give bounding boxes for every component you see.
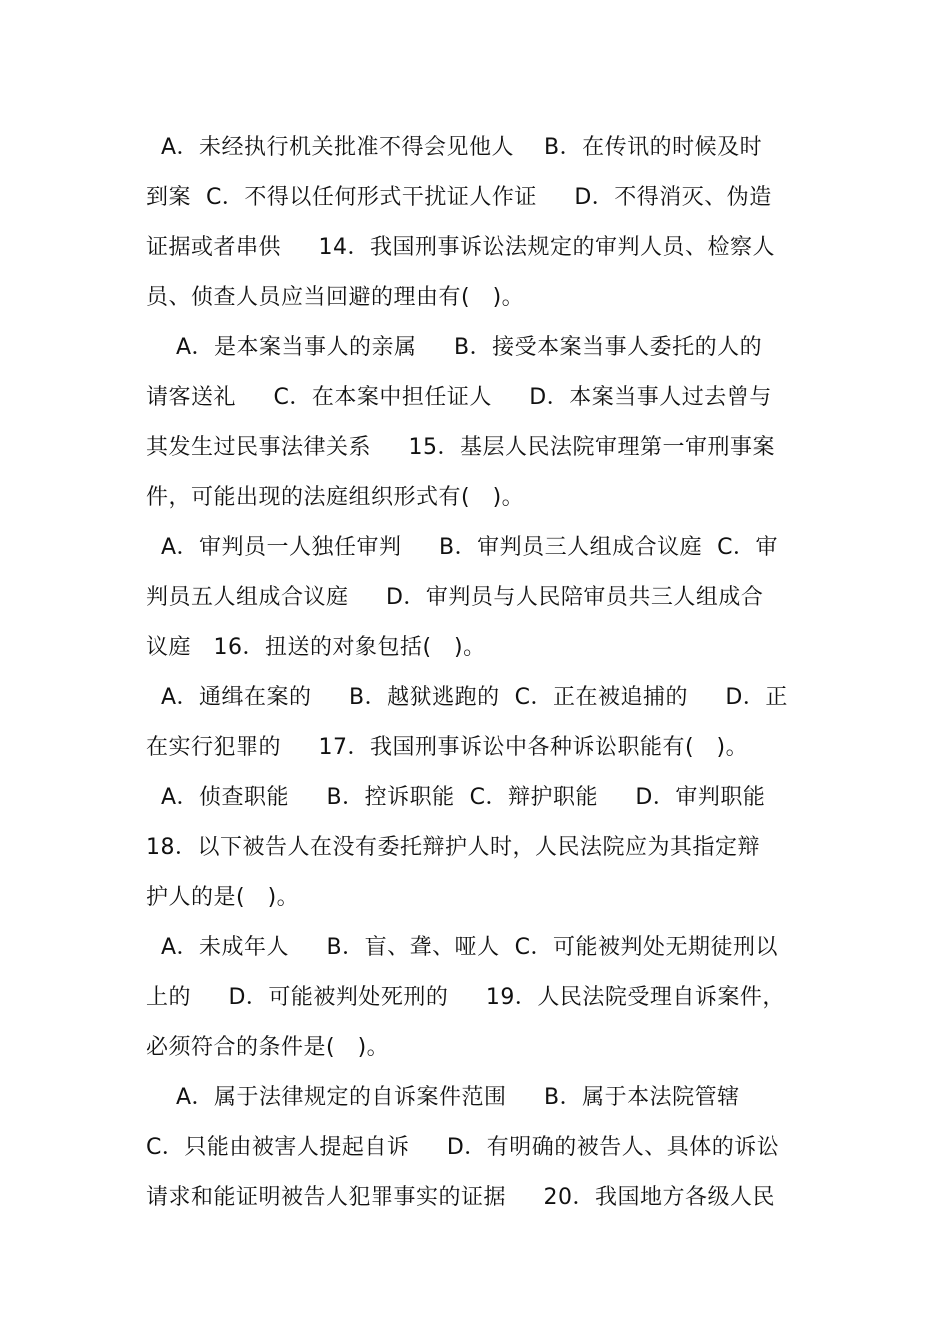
text-line: A．审判员一人独任审判 B．审判员三人组成合议庭 C．审 <box>146 535 778 560</box>
text-line: 护人的是( )。 <box>146 885 300 910</box>
text-line: 上的 D．可能被判处死刑的 19．人民法院受理自诉案件， <box>146 985 785 1010</box>
text-line: A．属于法律规定的自诉案件范围 B．属于本法院管辖 <box>146 1085 740 1110</box>
text-line: 请求和能证明被告人犯罪事实的证据 20．我国地方各级人民 <box>146 1185 775 1210</box>
text-line: 员、侦查人员应当回避的理由有( )。 <box>146 285 525 310</box>
text-line: 件，可能出现的法庭组织形式有( )。 <box>146 485 525 510</box>
text-line: 判员五人组成合议庭 D．审判员与人民陪审员共三人组成合 <box>146 585 764 610</box>
text-line: 到案 C．不得以任何形式干扰证人作证 D．不得消灭、伪造 <box>146 185 772 210</box>
text-line: 请客送礼 C．在本案中担任证人 D．本案当事人过去曾与 <box>146 385 772 410</box>
text-line: C．只能由被害人提起自诉 D．有明确的被告人、具体的诉讼 <box>146 1135 780 1160</box>
text-line: A．是本案当事人的亲属 B．接受本案当事人委托的人的 <box>146 335 763 360</box>
text-line: 其发生过民事法律关系 15．基层人民法院审理第一审刑事案 <box>146 435 775 460</box>
text-line: 18．以下被告人在没有委托辩护人时，人民法院应为其指定辩 <box>146 835 760 860</box>
text-line: 必须符合的条件是( )。 <box>146 1035 390 1060</box>
text-line: 证据或者串供 14．我国刑事诉讼法规定的审判人员、检察人 <box>146 235 775 260</box>
text-line: 在实行犯罪的 17．我国刑事诉讼中各种诉讼职能有( )。 <box>146 735 749 760</box>
text-line: A．未成年人 B．盲、聋、哑人 C．可能被判处无期徒刑以 <box>146 935 778 960</box>
text-line: 议庭 16．扭送的对象包括( )。 <box>146 635 486 660</box>
text-line: A．通缉在案的 B．越狱逃跑的 C．正在被追捕的 D．正 <box>146 685 788 710</box>
text-line: A．侦查职能 B．控诉职能 C．辩护职能 D．审判职能 <box>146 785 766 810</box>
text-line: A．未经执行机关批准不得会见他人 B．在传讯的时候及时 <box>146 135 763 160</box>
